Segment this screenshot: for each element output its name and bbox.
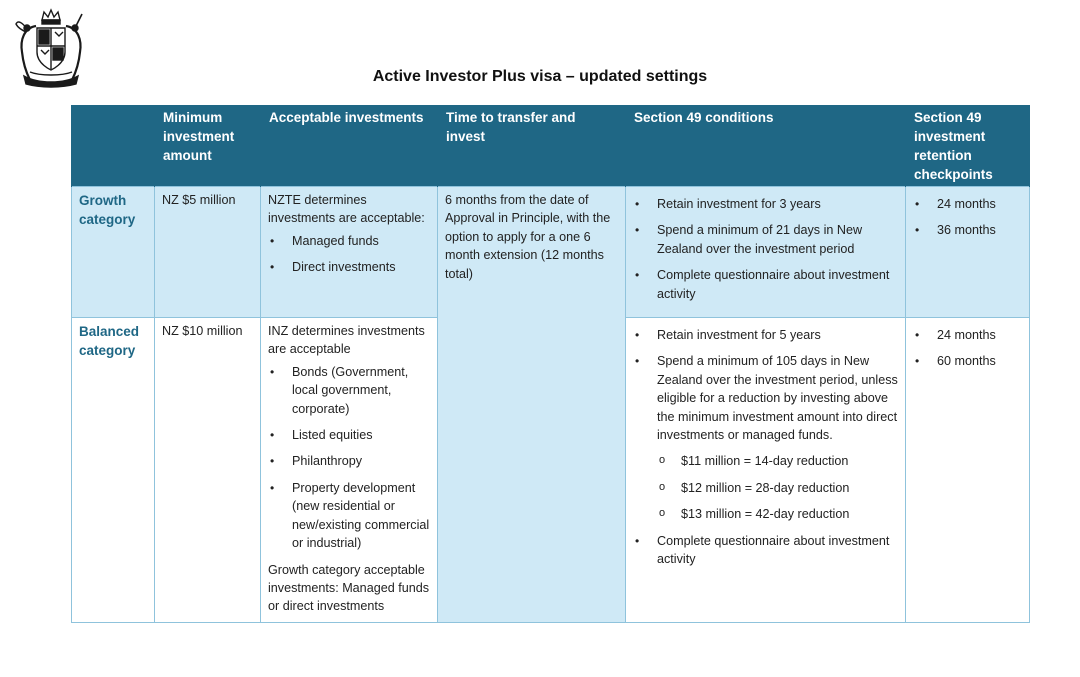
list-item: • Bonds (Government, local government, corporate) <box>292 363 430 418</box>
growth-category-label: Growth category <box>72 187 155 318</box>
balanced-minimum-amount: NZ $10 million <box>155 318 261 623</box>
visa-settings-table <box>71 105 1030 623</box>
header-section49-conditions: Section 49 conditions <box>626 105 906 187</box>
header-minimum-investment: Minimum investment amount <box>155 105 261 187</box>
growth-conditions-list <box>633 195 898 303</box>
list-item <box>657 352 898 523</box>
growth-conditions <box>626 187 906 318</box>
list-item: • Complete questionnaire about investment activity <box>657 266 898 303</box>
header-acceptable-investments: Acceptable investments <box>261 105 438 187</box>
growth-minimum-amount: NZ $5 million <box>155 187 261 318</box>
list-item: • Retain investment for 5 years <box>657 326 898 344</box>
table-row-growth <box>72 187 1030 318</box>
list-item: • 36 months <box>937 221 1022 239</box>
table-header-row <box>72 105 1030 187</box>
list-item: • Philanthropy <box>292 452 430 470</box>
balanced-investments-list <box>268 363 430 553</box>
balanced-category-label: Balanced category <box>72 318 155 623</box>
balanced-investments-intro: INZ determines investments are acceptable <box>268 324 425 357</box>
condition-days-text: Spend a minimum of 105 days in New Zealand over the investment period, unless eligible for a reduction by investing above the minimum investment amount into direct investments or managed funds. <box>657 354 898 443</box>
balanced-conditions-list <box>633 326 898 568</box>
list-item: • 24 months <box>937 326 1022 344</box>
balanced-checkpoints-list <box>913 326 1022 371</box>
balanced-conditions <box>626 318 906 623</box>
growth-acceptable-investments <box>261 187 438 318</box>
page-title: Active Investor Plus visa – updated settings <box>372 68 708 85</box>
list-item: • Retain investment for 3 years <box>657 195 898 213</box>
header-time-to-transfer: Time to transfer and invest <box>438 105 626 187</box>
list-item: • Listed equities <box>292 426 430 444</box>
growth-investments-intro: NZTE determines investments are acceptable: <box>268 193 425 226</box>
list-item: • Complete questionnaire about investment activity <box>657 532 898 569</box>
header-retention-checkpoints: Section 49 investment retention checkpoints <box>906 105 1030 187</box>
list-item: • Spend a minimum of 21 days in New Zealand over the investment period <box>657 221 898 258</box>
header-category <box>72 105 155 187</box>
list-item: • 24 months <box>937 195 1022 213</box>
list-item: • Direct investments <box>292 258 430 276</box>
growth-investments-list <box>268 232 430 277</box>
balanced-acceptable-investments <box>261 318 438 623</box>
list-item: • 60 months <box>937 352 1022 370</box>
growth-checkpoints-list <box>913 195 1022 240</box>
growth-checkpoints <box>906 187 1030 318</box>
time-to-transfer-cell: 6 months from the date of Approval in Principle, with the option to apply for a one 6 month extension (12 months total) <box>438 187 626 623</box>
balanced-checkpoints <box>906 318 1030 623</box>
balanced-investments-note: Growth category acceptable investments: Managed funds or direct investments <box>268 562 430 614</box>
list-item: o $11 million = 14-day reduction <box>681 452 898 470</box>
reductions-list <box>657 452 898 523</box>
list-item: o $13 million = 42-day reduction <box>681 505 898 523</box>
list-item: o $12 million = 28-day reduction <box>681 479 898 497</box>
list-item: • Property development (new residential or new/existing commercial or industrial) <box>292 479 430 553</box>
list-item: • Managed funds <box>292 232 430 250</box>
